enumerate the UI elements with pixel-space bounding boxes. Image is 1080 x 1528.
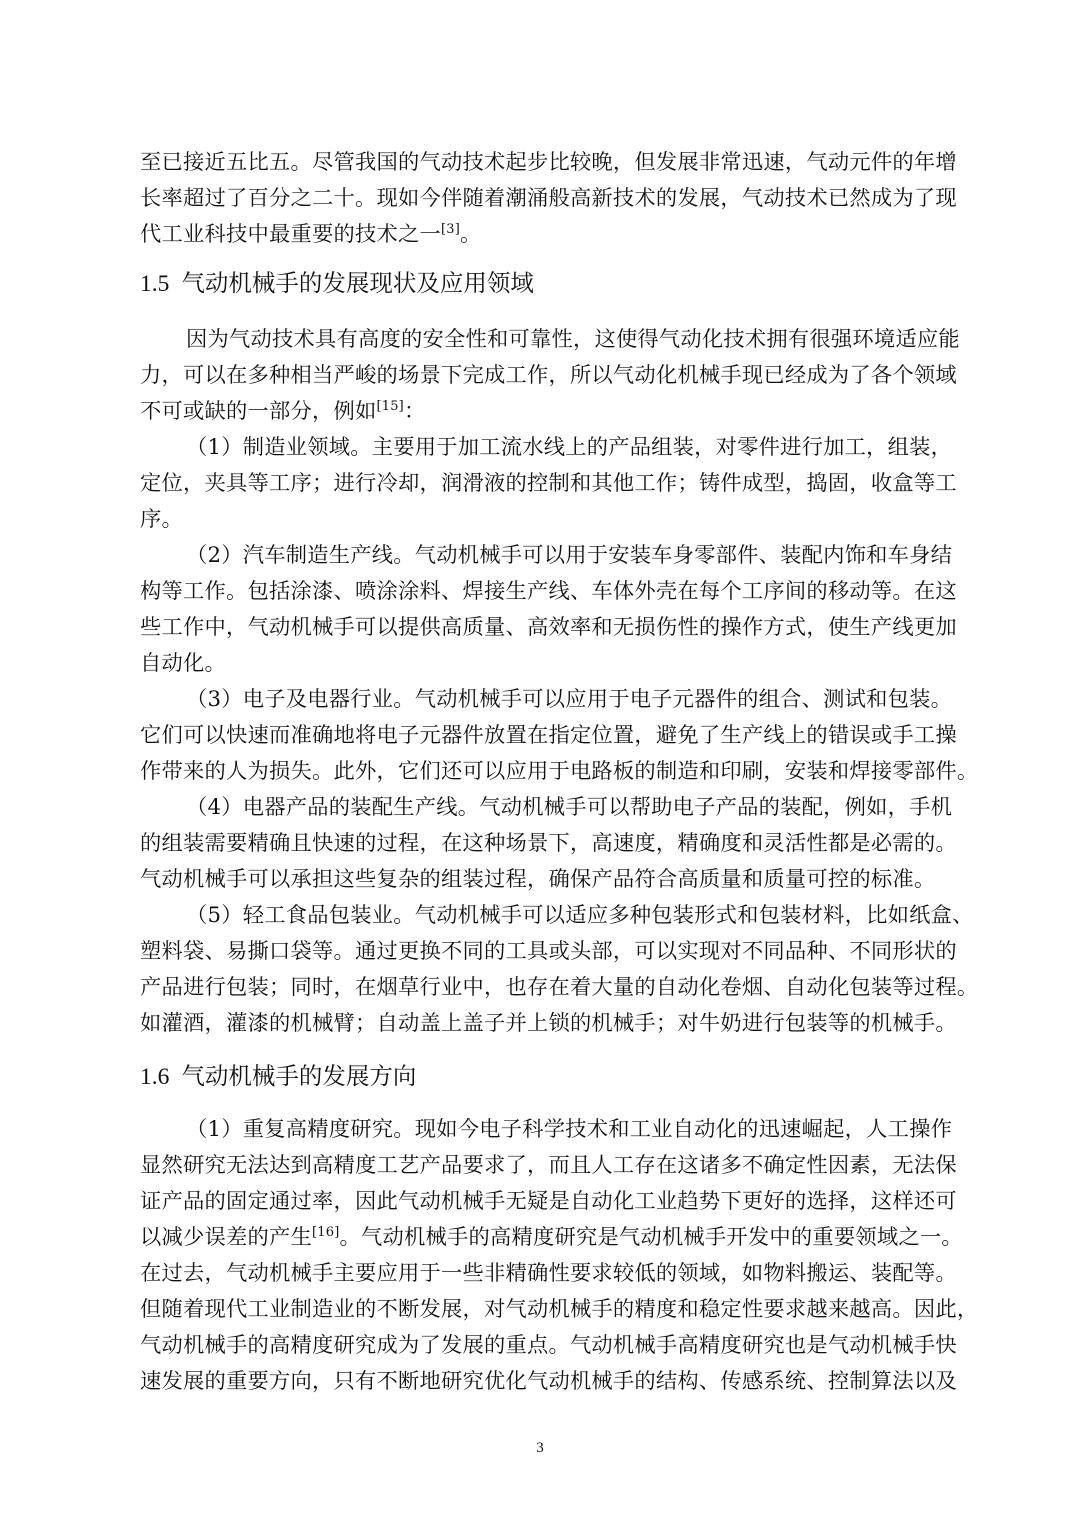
text-line: 定位，夹具等工序；进行冷却，润滑液的控制和其他工作；铸件成型，捣固，收盒等工 — [140, 471, 957, 496]
text-line: 长率超过了百分之二十。现如今伴随着潮涌般高新技术的发展，气动技术已然成为了现 — [140, 186, 957, 211]
section-number: 1.6 — [140, 1064, 170, 1090]
text-line: （1）重复高精度研究。现如今电子科学技术和工业自动化的迅速崛起，人工操作 — [186, 1117, 953, 1142]
text-line: 显然研究无法达到高精度工艺产品要求了，而且人工存在这诸多不确定性因素，无法保 — [140, 1153, 957, 1178]
text-line: 气动机械手的高精度研究成为了发展的重点。气动机械手高精度研究也是气动机械手快 — [140, 1333, 957, 1358]
text-line: 证产品的固定通过率，因此气动机械手无疑是自动化工业趋势下更好的选择，这样还可 — [140, 1189, 957, 1214]
section-title: 气动机械手的发展现状及应用领域 — [181, 269, 534, 297]
list-item-1 — [140, 430, 956, 538]
section-number: 1.5 — [140, 271, 170, 297]
paragraph-s15-intro — [140, 322, 960, 430]
text-line: 以减少误差的产生[16]。气动机械手的高精度研究是气动机械手开发中的重要领域之一。 — [140, 1225, 963, 1250]
page-number: 3 — [536, 1440, 544, 1456]
paragraph-intro — [140, 145, 956, 253]
text-line: 塑料袋、易撕口袋等。通过更换不同的工具或头部，可以实现对不同品种、不同形状的 — [140, 939, 957, 964]
text-line: 但随着现代工业制造业的不断发展，对气动机械手的精度和稳定性要求越来越高。因此， — [140, 1297, 979, 1322]
text-line: 序。 — [140, 507, 183, 532]
text-line: 因为气动技术具有高度的安全性和可靠性，这使得气动化技术拥有很强环境适应能 — [186, 327, 960, 352]
list-item-2 — [140, 538, 956, 682]
text-line: 气动机械手可以承担这些复杂的组装过程，确保产品符合高质量和质量可控的标准。 — [140, 867, 936, 892]
text-line: 的组装需要精确且快速的过程，在这种场景下，高速度，精确度和灵活性都是必需的。 — [140, 831, 957, 856]
text-line: 力，可以在多种相当严峻的场景下完成工作，所以气动化机械手现已经成为了各个领域 — [140, 363, 957, 388]
text-line: （4）电器产品的装配生产线。气动机械手可以帮助电子产品的装配，例如，手机 — [186, 795, 953, 820]
text-line: （3）电子及电器行业。气动机械手可以应用于电子元器件的组合、测试和包装。 — [186, 687, 953, 712]
text-line: 作带来的人为损失。此外，它们还可以应用于电路板的制造和印刷，安装和焊接零部件。 — [140, 759, 979, 784]
section-title: 气动机械手的发展方向 — [181, 1062, 417, 1090]
text-line: 在过去，气动机械手主要应用于一些非精确性要求较低的领域，如物料搬运、装配等。 — [140, 1261, 957, 1286]
text-line: （1）制造业领域。主要用于加工流水线上的产品组装，对零件进行加工，组装， — [186, 435, 953, 460]
citation-ref: [16] — [311, 1225, 340, 1240]
text-line: 产品进行包装；同时，在烟草行业中，也存在着大量的自动化卷烟、自动化包装等过程。 — [140, 975, 979, 1000]
text-line: 如灌酒，灌漆的机械臂；自动盖上盖子并上锁的机械手；对牛奶进行包装等的机械手。 — [140, 1011, 957, 1036]
text-line: 代工业科技中最重要的技术之一[3]。 — [140, 222, 482, 247]
list-item-4 — [140, 790, 956, 898]
text-line: 不可或缺的一部分，例如[15]： — [140, 399, 426, 424]
text-line: 它们可以快速而准确地将电子元器件放置在指定位置，避免了生产线上的错误或手工操 — [140, 723, 957, 748]
citation-ref: [15] — [376, 399, 404, 414]
section-heading-1-5 — [140, 268, 534, 299]
list-item-3 — [140, 682, 979, 790]
text-line: （5）轻工食品包装业。气动机械手可以适应多种包装形式和包装材料，比如纸盒、 — [186, 903, 974, 928]
text-line: 至已接近五比五。尽管我国的气动技术起步比较晚，但发展非常迅速，气动元件的年增 — [140, 150, 957, 175]
text-line: （2）汽车制造生产线。气动机械手可以用于安装车身零部件、装配内饰和车身结 — [186, 543, 953, 568]
citation-ref: [3] — [440, 222, 460, 237]
text-line: 些工作中，气动机械手可以提供高质量、高效率和无损伤性的操作方式，使生产线更加 — [140, 615, 957, 640]
paragraph-s16-item-1 — [140, 1112, 979, 1400]
text-line: 构等工作。包括涂漆、喷涂涂料、焊接生产线、车体外壳在每个工序间的移动等。在这 — [140, 579, 957, 604]
text-line: 速发展的重要方向，只有不断地研究优化气动机械手的结构、传感系统、控制算法以及 — [140, 1369, 957, 1394]
section-heading-1-6 — [140, 1061, 416, 1092]
text-line: 自动化。 — [140, 651, 226, 676]
list-item-5 — [140, 898, 979, 1042]
